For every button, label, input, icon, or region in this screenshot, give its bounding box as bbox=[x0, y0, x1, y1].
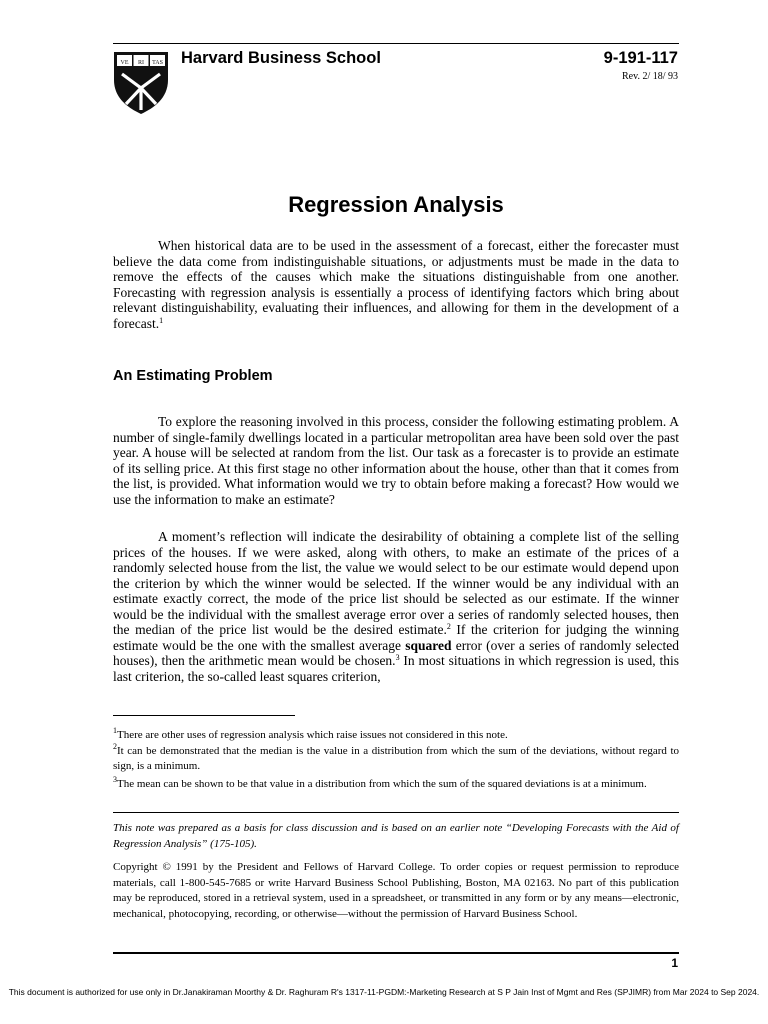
estimating-problem-paragraph: To explore the reasoning involved in this process, consider the following estimating problem. A number of single-family dwellings located in a particular metropolitan area have been sold over the past year. A house will be selected at random from the list. Our task as a forecaster is to provide an estimate of its selling price. At this first stage no other information about the house, other than that it comes from the list, is provided. What information would we try to obtain before making a forecast? How would we use the information to make an estimate? bbox=[113, 414, 679, 507]
school-name: Harvard Business School bbox=[181, 49, 381, 67]
header-rule bbox=[113, 43, 679, 44]
footnote-ref-3: 3 bbox=[395, 653, 400, 662]
footnote-1-text: There are other uses of regression analysis which raise issues not considered in this note. bbox=[117, 729, 508, 741]
footnote-2-text: It can be demonstrated that the median is the value in a distribution from which the sum of the deviations, without regard to sign, is a minimum. bbox=[113, 745, 679, 772]
copyright-notice: Copyright © 1991 by the President and Fellows of Harvard College. To order copies or request permission to reproduce materials, call 1-800-545-7685 or write Harvard Business School Publishing, Boston, MA 02163. No part of this publication may be reproduced, stored in a retrieval system, used in a spreadsheet, or transmitted in any form or by any means—electronic, mechanical, photocopying, recording, or otherwise—without the permission of Harvard Business School. bbox=[113, 861, 679, 920]
crest-letters-ri: RI bbox=[138, 60, 144, 66]
revision-date: Rev. 2/ 18/ 93 bbox=[621, 71, 678, 82]
page-title: Regression Analysis bbox=[288, 192, 504, 217]
footnote-1 bbox=[113, 728, 679, 743]
intro-paragraph bbox=[113, 238, 679, 331]
criterion-bold-word: squared bbox=[405, 637, 452, 653]
footnote-separator bbox=[113, 715, 295, 716]
crest-letters-tas: TAS bbox=[152, 60, 163, 66]
footnote-ref-1: 1 bbox=[159, 315, 164, 325]
document-number: 9-191-117 bbox=[603, 49, 678, 67]
harvard-shield-icon bbox=[112, 50, 170, 116]
footnote-3 bbox=[113, 777, 679, 792]
footnote-3-number: 3 bbox=[113, 775, 117, 784]
criterion-text-4: In most situations in which regression is used, this last criterion, the so-called least squares criterion, bbox=[113, 653, 679, 684]
criterion-text-3: error (over a series of randomly selected houses), then the arithmetic mean would be chosen. bbox=[113, 637, 679, 668]
crest-letters-ve: VE bbox=[120, 60, 129, 66]
footnote-1-number: 1 bbox=[113, 726, 117, 735]
footer-rule bbox=[113, 952, 679, 954]
criterion-text-2: If the criterion for judging the winning estimate would be the one with the smallest average bbox=[113, 622, 680, 653]
footnote-ref-2: 2 bbox=[446, 622, 451, 631]
section-heading: An Estimating Problem bbox=[113, 368, 273, 384]
prepared-note: This note was prepared as a basis for class discussion and is based on an earlier note “Developing Forecasts with the Aid of Regression Analysis” (175-105). bbox=[113, 822, 679, 850]
footnote-2 bbox=[113, 744, 679, 774]
intro-text: When historical data are to be used in the assessment of a forecast, either the forecaster must believe the data come from indistinguishable situations, or adjustments must be made in the data to remove the effects of the causes which make the situations distinguishable from one another. Forecasting with regression analysis is essentially a process of identifying factors which bring about relevant distinguishability, evaluating their influences, and allowing for them in the development of a forecast. bbox=[113, 238, 679, 331]
criterion-paragraph bbox=[113, 529, 679, 684]
page-number: 1 bbox=[671, 956, 678, 970]
footnote-3-text: The mean can be shown to be that value in a distribution from which the sum of the squared deviations is at a minimum. bbox=[117, 778, 647, 790]
footnote-2-number: 2 bbox=[113, 742, 117, 751]
authorization-footer: This document is authorized for use only in Dr.Janakiraman Moorthy & Dr. Raghuram R's 1317-11-PGDM:-Marketing Research at S P Jain Inst of Mgmt and Res (SPJIMR) from Mar 2024 to Sep 2024. bbox=[8, 987, 760, 997]
criterion-text-1: A moment’s reflection will indicate the desirability of obtaining a complete list of the selling prices of the houses. If we were asked, along with others, to make an estimate of the prices of a randomly selected house from the list, the value we would select to be our estimate would depend upon the criterion by which the winner would be selected. If the winner would be any individual with an estimate exactly correct, the mode of the price list should be selected as our estimate. If the winner would be the individual with the smallest average error over a series of randomly selected houses, then the median of the price list would be the desired estimate. bbox=[113, 529, 679, 637]
prepared-note-rule bbox=[113, 812, 679, 813]
